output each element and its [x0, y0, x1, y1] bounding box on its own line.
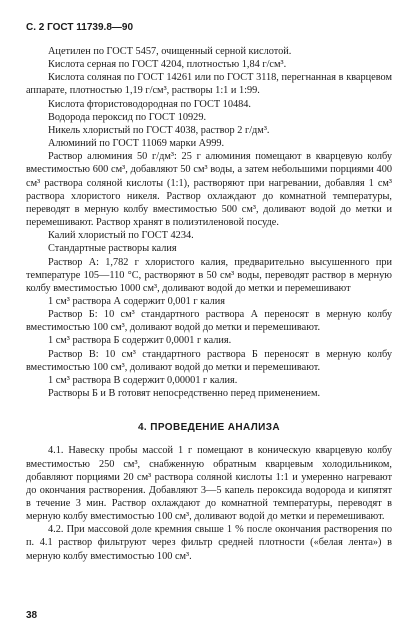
reagents-list [26, 45, 392, 400]
section-body [26, 444, 392, 562]
solutions-note: Растворы Б и В готовят непосредственно перед применением. [48, 388, 321, 400]
page-number: 38 [26, 610, 38, 621]
solution-v: Раствор В: 10 см³ стандартного раствора Б переносят в мерную колбу вместимостью 100 см³, доливают водой до метки и перемешивают. [26, 348, 392, 373]
solution-b: Раствор Б: 10 см³ стандартного раствора А переносят в мерную колбу вместимостью 100 см³, доливают водой до метки и перемешивают. [26, 309, 392, 334]
reagent-sulfuric-acid: Кислота серная по ГОСТ 4204, плотностью 1,84 г/см³. [48, 59, 287, 71]
reagent-hydrogen-peroxide: Водорода пероксид по ГОСТ 10929. [48, 111, 207, 123]
paragraph-4-2: 4.2. При массовой доле кремния свыше 1 % после окончания растворения по п. 4.1 раствор фильтруют через фильтр средней плотности («белая лента») в мерную колбу вместимостью 100 см³. [26, 524, 392, 562]
solution-v-content: 1 см³ раствора В содержит 0,00001 г калия. [48, 374, 238, 386]
reagent-nickel-chloride: Никель хлористый по ГОСТ 4038, раствор 2 г/дм³. [48, 124, 270, 136]
paragraph-4-1: 4.1. Навеску пробы массой 1 г помещают в коническую кварцевую колбу вместимостью 250 см³, снабженную обратным кварцевым холодильником, добавляют порциями 20 см³ раствора соляной кислоты 1:1 и умеренно нагревают до окончания растворения. Добавляют 3—5 капель пероксида водорода и кипятят в течение 3 мин. Раствор охлаждают до комнатной температуры, переводят в мерную колбу вместимостью 100 см³, доливают водой до метки и перемешивают. [26, 445, 392, 523]
reagent-potassium-chloride: Калий хлористый по ГОСТ 4234. [48, 230, 194, 242]
reagent-hydrofluoric-acid: Кислота фтористоводородная по ГОСТ 10484. [48, 98, 251, 110]
reagent-acetylene: Ацетилен по ГОСТ 5457, очищенный серной кислотой. [48, 46, 292, 57]
solution-a: Раствор А: 1,782 г хлористого калия, предварительно высушенного при температуре 105—110 °С, растворяют в 50 см³ воды, переводят раствор в мерную колбу вместимостью 1000 см³, доливают водой до метки и перемешивают [26, 256, 392, 294]
reagent-aluminium: Алюминий по ГОСТ 11069 марки А999. [48, 138, 225, 150]
solution-a-content: 1 см³ раствора А содержит 0,001 г калия [48, 295, 226, 307]
running-header: С. 2 ГОСТ 11739.8—90 [26, 22, 134, 33]
solution-b-content: 1 см³ раствора Б содержит 0,0001 г калия. [48, 335, 232, 347]
section-title: 4. ПРОВЕДЕНИЕ АНАЛИЗА [137, 422, 281, 434]
reagent-aluminium-solution: Раствор алюминия 50 г/дм³: 25 г алюминия помещают в кварцевую колбу вместимостью 600 см³, добавляют 50 см³ воды, а затем небольшими порциями 400 см³ раствора соляной кислоты (1:1), растворяют при нагревании, добавляя 1 см³ раствора хлористого никеля. Раствор охлаждают до комнатной температуры, переводят в мерную колбу вместимостью 500 см³, доливают водой до метки и перемешивают. Раствор хранят в полиэтиленовой посуде. [26, 151, 392, 229]
reagent-hydrochloric-acid: Кислота соляная по ГОСТ 14261 или по ГОСТ 3118, перегнанная в кварцевом аппарате, плотностью 1,19 г/см³, растворы 1:1 и 1:99. [26, 72, 392, 97]
standard-solutions-heading: Стандартные растворы калия [48, 243, 177, 255]
